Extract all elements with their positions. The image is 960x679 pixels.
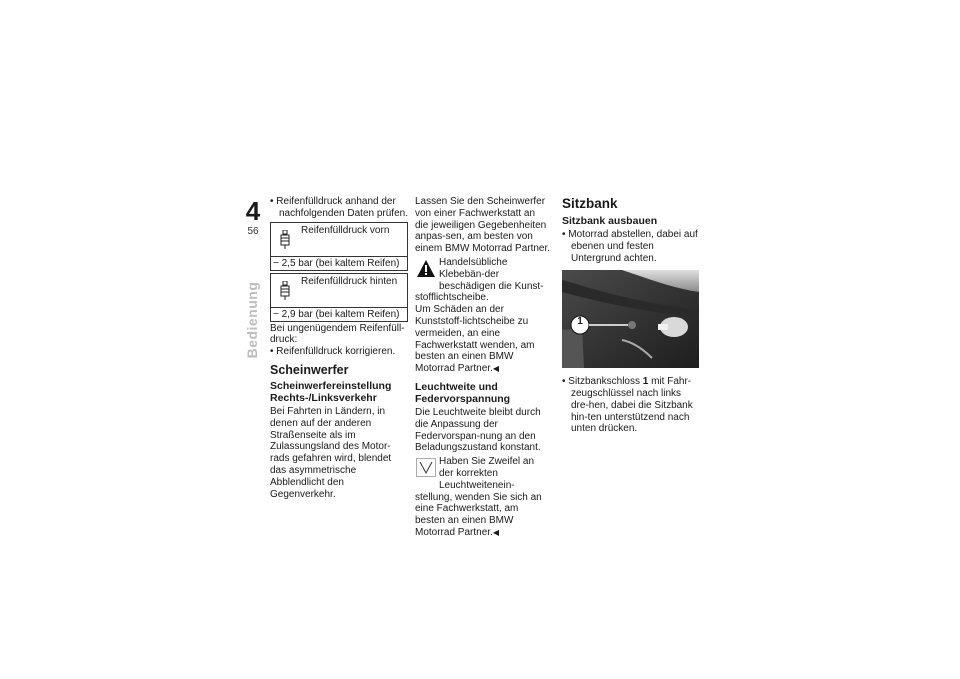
warning-text: Handelsübliche Klebebän-der beschädigen die Kunst- [439, 256, 544, 292]
paragraph: Lassen Sie den Scheinwerfer von einer Fachwerkstatt an die jeweiligen Gegebenheiten anpas-sen, am besten von einem BMW Motorrad Partner. [415, 196, 551, 255]
section-label: Bedienung [244, 281, 260, 359]
heading-sitzbank: Sitzbank [562, 196, 618, 211]
subheading-sitzbank-ausbauen: Sitzbank ausbauen [562, 215, 658, 227]
warning-icon [416, 259, 436, 278]
table-value: 2,5 bar (bei kaltem Reifen) [281, 257, 400, 269]
pressure-table-front [270, 222, 408, 271]
bullet-park-motorcycle: • Motorrad abstellen, dabei auf ebenen und festen Untergrund achten. [562, 229, 700, 264]
end-mark-icon: ◀ [492, 364, 499, 374]
dash-icon: − [273, 257, 282, 269]
column-2 [415, 196, 551, 539]
column-1 [270, 196, 408, 500]
tire-pressure-icon [279, 230, 291, 250]
chapter-number: 4 [245, 196, 261, 226]
bullet-check-pressure: • Reifenfülldruck anhand der nachfolgenden Daten prüfen. [270, 196, 408, 220]
info-text-rest: stellung, wenden Sie sich an eine Fachwerkstatt, am besten an einen BMW Motorrad Partner.◀ [415, 491, 542, 538]
page-number: 56 [247, 226, 259, 237]
subheading-leuchtweite: Leuchtweite und Federvorspannung [415, 380, 511, 405]
bullet-correct-pressure: • Reifenfülldruck korrigieren. [270, 346, 408, 358]
warning-text-rest: stofflichtscheibe. [415, 292, 489, 304]
table-value: 2,9 bar (bei kaltem Reifen) [281, 308, 400, 320]
callout-reference: 1 [642, 376, 649, 388]
paragraph: Um Schäden an der Kunststoff-lichtscheibe zu vermeiden, an eine Fachwerkstatt wenden, am besten an einen BMW Motorrad Partner.◀ [415, 304, 535, 375]
info-text: Haben Sie Zweifel an der korrekten Leuchtweitenein- [439, 456, 535, 491]
paragraph: Die Leuchtweite bleibt durch die Anpassung der Federvorspan-nung an den Beladungszustand konstant. [415, 406, 541, 454]
tire-pressure-icon [279, 281, 291, 301]
end-mark-icon: ◀ [492, 527, 499, 537]
bullet-turn-lock: • Sitzbankschloss 1 mit Fahr-zeugschlüssel nach links dre-hen, dabei die Sitzbank hin-ten unterstützend nach unten drücken. [562, 376, 700, 435]
column-3 [562, 196, 700, 435]
table-label: Reifenfülldruck hinten [301, 275, 398, 287]
heading-scheinwerfer: Scheinwerfer [270, 362, 349, 377]
pressure-table-rear [270, 273, 408, 322]
info-note [415, 456, 551, 539]
subheading-scheinwerfereinstellung: Scheinwerfereinstellung Rechts-/Linksverkehr [270, 379, 392, 404]
table-label: Reifenfülldruck vorn [301, 224, 390, 236]
dash-icon: − [273, 308, 282, 320]
paragraph: Bei ungenügendem Reifenfüll-druck: [270, 322, 405, 346]
warning-note [415, 257, 551, 304]
photo-callout-1: 1 [577, 316, 583, 327]
paragraph: Bei Fahrten in Ländern, in denen auf der anderen Straßenseite als im Zulassungsland des Motor-rads gefahren wird, blendet das asymmetrische Abblendlicht den Gegenverkehr. [270, 405, 392, 500]
info-triangle-icon [416, 458, 436, 477]
